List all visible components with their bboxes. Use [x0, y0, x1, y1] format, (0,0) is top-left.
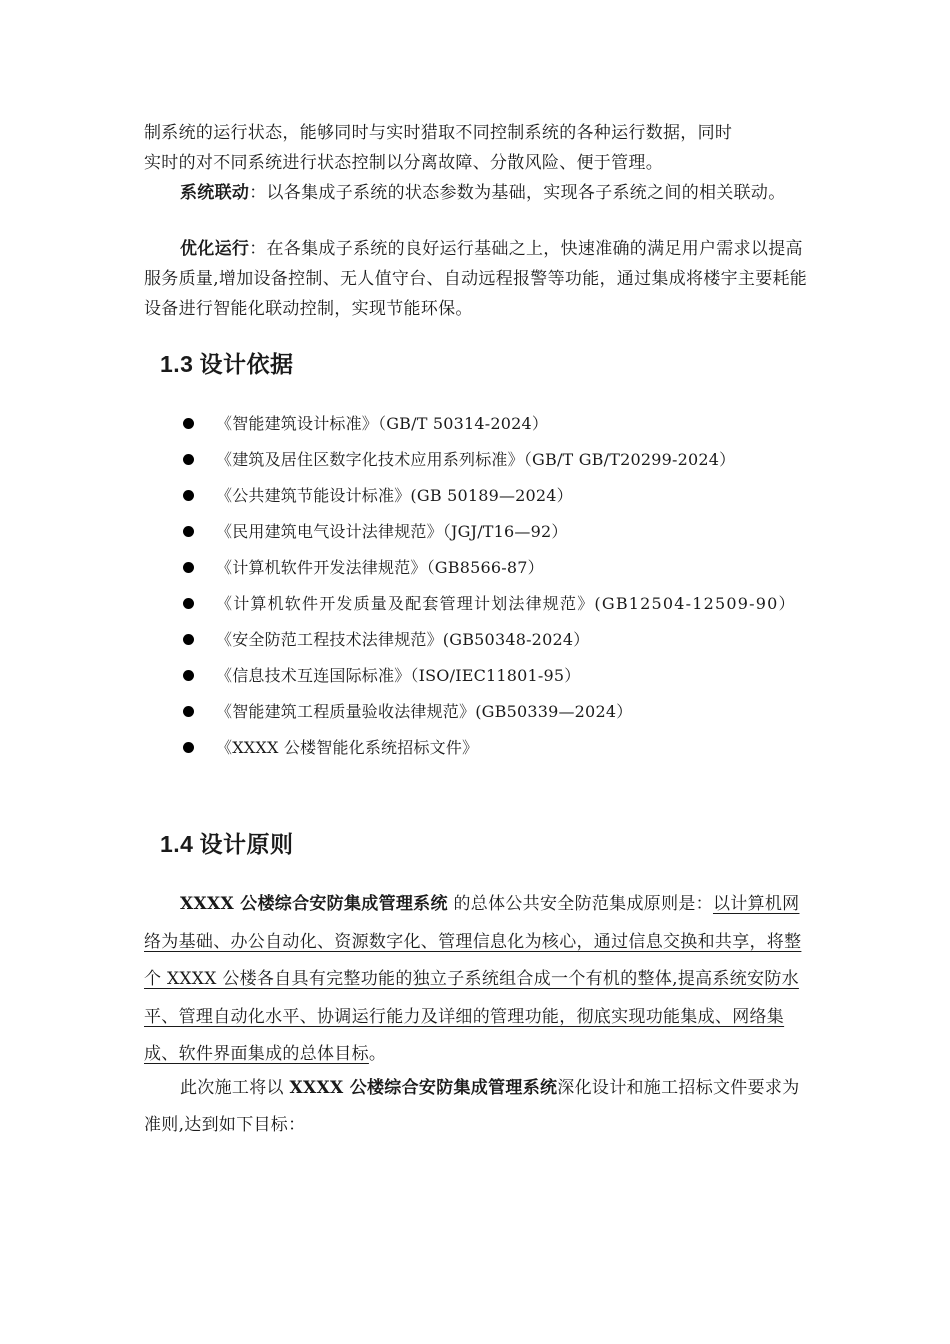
reference-text: 《民用建筑电气设计法律规范》（JGJ/T16—92）: [216, 522, 568, 541]
section-title: 设计原则: [199, 831, 294, 857]
list-item: [0, 730, 816, 766]
list-item: [0, 622, 816, 658]
bullet-icon: [183, 526, 194, 537]
list-item: [0, 658, 816, 694]
reference-list: [0, 406, 950, 766]
reference-text: 《建筑及居住区数字化技术应用系列标准》（GB/T GB/T20299-2024）: [216, 450, 736, 469]
paragraph-design-principle: [144, 886, 808, 1074]
bullet-icon: [183, 706, 194, 717]
paragraph-control-status: [144, 118, 808, 178]
reference-text: 《计算机软件开发法律规范》（GB8566-87）: [216, 558, 544, 577]
list-item: [0, 406, 816, 442]
paragraph-text: 此次施工将以: [180, 1078, 290, 1098]
system-name: XXXX 公楼综合安防集成管理系统: [180, 894, 448, 914]
reference-text: 《智能建筑设计标准》（GB/T 50314-2024）: [216, 414, 549, 433]
list-item: [0, 586, 810, 622]
bullet-icon: [183, 562, 194, 573]
list-item: [0, 694, 816, 730]
bullet-icon: [183, 598, 194, 609]
reference-text: 《公共建筑节能设计标准》(GB 50189—2024）: [216, 486, 573, 505]
system-name: XXXX 公楼综合安防集成管理系统: [289, 1078, 558, 1098]
section-number: 1.4: [160, 831, 194, 857]
bullet-icon: [183, 490, 194, 501]
bullet-icon: [183, 634, 194, 645]
paragraph-line: 制系统的运行状态，能够同时与实时猎取不同控制系统的各种运行数据，同时: [144, 123, 733, 143]
section-title: 设计依据: [199, 351, 294, 377]
section-heading-1-3: [160, 346, 293, 379]
reference-text: 《计算机软件开发质量及配套管理计划法律规范》(GB12504-12509-90）: [216, 594, 796, 613]
paragraph-text: 。: [368, 1044, 387, 1064]
bullet-icon: [183, 670, 194, 681]
section-heading-1-4: [160, 826, 293, 859]
paragraph-text: ：以各集成子系统的状态参数为基础，实现各子系统之间的相关联动。: [249, 183, 786, 203]
section-number: 1.3: [160, 351, 194, 377]
bullet-icon: [183, 454, 194, 465]
reference-text: 《信息技术互连国际标准》（ISO/IEC11801-95）: [216, 666, 581, 685]
paragraph-system-linkage: [144, 178, 808, 208]
list-item: [0, 478, 816, 514]
list-item: [0, 550, 816, 586]
list-item: [0, 442, 816, 478]
term-system-linkage: 系统联动: [180, 183, 250, 203]
paragraph-text: ：在各集成子系统的良好运行基础之上，快速准确的满足用户需求以提高服务质量,增加设备控制、无人值守台、自动远程报警等功能，通过集成将楼宇主要耗能设备进行智能化联动控制，实现节能环保。: [144, 239, 808, 319]
bullet-icon: [183, 742, 194, 753]
term-optimized-operation: 优化运行: [180, 239, 250, 259]
bullet-icon: [183, 418, 194, 429]
reference-text: 《XXXX 公楼智能化系统招标文件》: [216, 738, 479, 757]
paragraph-optimized-operation: [144, 234, 808, 324]
paragraph-construction-goal: [144, 1070, 808, 1144]
paragraph-text: 深化设计和施工招标文件要求为准则,达到如下目标：: [144, 1078, 800, 1135]
paragraph-text: 的总体公共安全防范集成原则是：: [447, 894, 713, 914]
list-item: [0, 514, 816, 550]
reference-text: 《安全防范工程技术法律规范》(GB50348-2024）: [216, 630, 590, 649]
paragraph-line: 实时的对不同系统进行状态控制以分离故障、分散风险、便于管理。: [144, 153, 663, 173]
underlined-principle: 以计算机网络为基础、办公自动化、资源数字化、管理信息化为核心，通过信息交换和共享，将整个 XXXX 公楼各自具有完整功能的独立子系统组合成一个有机的整体,提高系统安防水平、管理自动化水平、协调运行能力及详细的管理功能，彻底实现功能集成、网络集成、软件界面集成的总体目标: [144, 894, 802, 1064]
reference-text: 《智能建筑工程质量验收法律规范》(GB50339—2024）: [216, 702, 633, 721]
